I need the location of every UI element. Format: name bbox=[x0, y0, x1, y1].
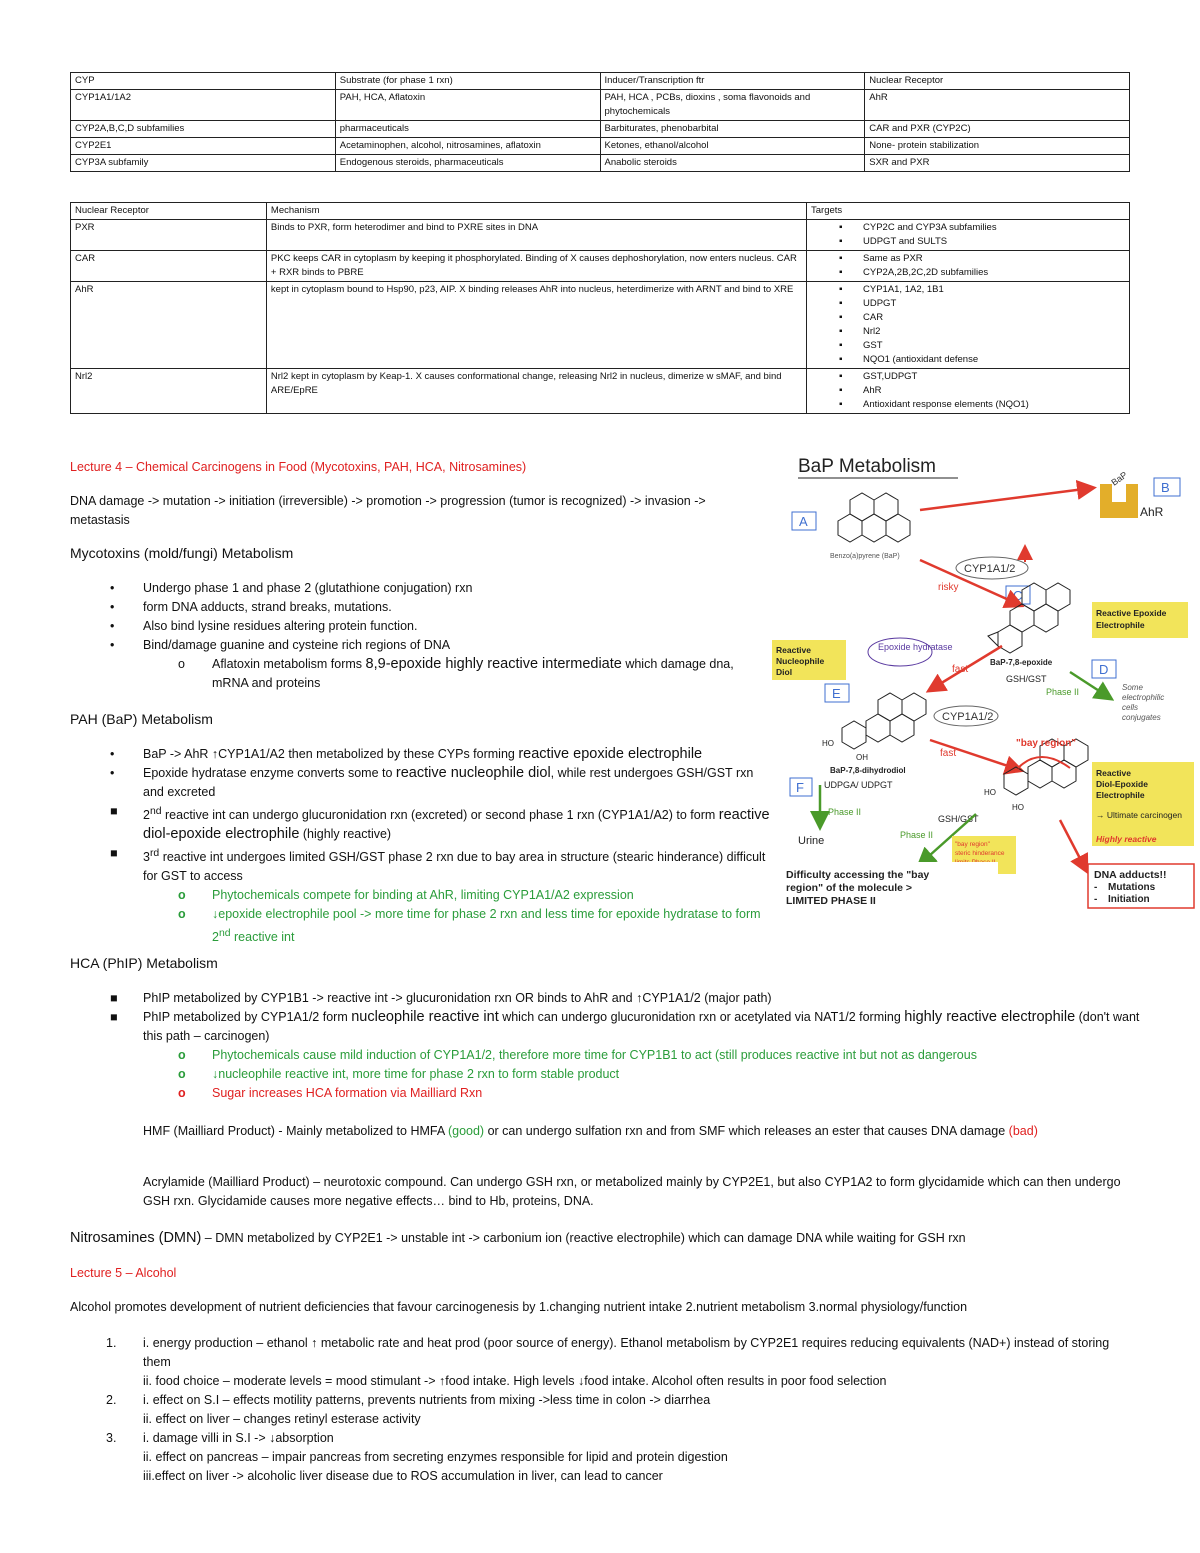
reactive-epoxide-note bbox=[1092, 602, 1188, 638]
pah-heading: PAH (BaP) Metabolism bbox=[70, 711, 213, 727]
table-row bbox=[71, 155, 1130, 172]
table-cell: CYP bbox=[71, 73, 336, 90]
svg-text:-: - bbox=[1094, 882, 1098, 893]
table-row bbox=[71, 369, 1130, 414]
receptor-cell: PXR bbox=[71, 220, 267, 251]
target-item: ▪ GST,UDPGT bbox=[811, 370, 1125, 384]
svg-text:OH: OH bbox=[856, 753, 868, 762]
arrow-bap-ahr bbox=[920, 488, 1092, 510]
list-subitem: o Sugar increases HCA formation via Mailliard Rxn bbox=[178, 1086, 483, 1100]
table-cell: CYP2A,B,C,D subfamilies bbox=[71, 121, 336, 138]
table-row bbox=[71, 138, 1130, 155]
table-cell: AhR bbox=[865, 90, 1130, 121]
svg-text:region" of the molecule >: region" of the molecule > bbox=[786, 882, 913, 894]
gsh-label-1: GSH/GST bbox=[1006, 674, 1047, 684]
gsh-label-2: GSH/GST bbox=[938, 814, 979, 824]
cyp-table bbox=[70, 72, 1130, 172]
svg-text:-: - bbox=[1094, 894, 1098, 905]
svg-text:E: E bbox=[832, 686, 841, 701]
list-subitem: o ↓nucleophile reactive int, more time for phase 2 rxn to form stable product bbox=[178, 1067, 620, 1081]
phase2-label-c: Phase II bbox=[900, 830, 934, 840]
list-subitem: o Phytochemicals cause mild induction of CYP1A1/2, therefore more time for CYP1B1 to act (still produces reactive int but not as dangerous bbox=[178, 1048, 977, 1062]
table-row bbox=[71, 251, 1130, 282]
hydratase-label: Epoxide hydratase bbox=[878, 642, 953, 652]
phase2-label-b: Phase II bbox=[828, 807, 862, 817]
table-cell: CYP3A subfamily bbox=[71, 155, 336, 172]
svg-text:Mutations: Mutations bbox=[1108, 882, 1156, 893]
nuclear-receptor-table bbox=[70, 202, 1130, 414]
diol-molecule-icon bbox=[842, 693, 926, 749]
table-cell: Substrate (for phase 1 rxn) bbox=[335, 73, 600, 90]
list-item: ■ PhIP metabolized by CYP1B1 -> reactive int -> glucuronidation rxn OR binds to AhR and ↑CYP1A1/2 (major path) bbox=[110, 991, 772, 1005]
svg-text:DNA adducts!!: DNA adducts!! bbox=[1094, 869, 1167, 881]
svg-text:Electrophile: Electrophile bbox=[1096, 790, 1145, 800]
svg-text:B: B bbox=[1161, 480, 1170, 495]
svg-text:Reactive: Reactive bbox=[1096, 768, 1131, 778]
table-cell: PAH, HCA , PCBs, dioxins , soma flavonoids and phytochemicals bbox=[600, 90, 865, 121]
svg-text:Highly reactive: Highly reactive bbox=[1096, 834, 1157, 844]
table-cell: Barbiturates, phenobarbital bbox=[600, 121, 865, 138]
table-cell: CYP2E1 bbox=[71, 138, 336, 155]
svg-text:F: F bbox=[796, 780, 804, 795]
table-cell: None- protein stabilization bbox=[865, 138, 1130, 155]
bap-molecule-icon bbox=[838, 493, 910, 542]
svg-text:Electrophile: Electrophile bbox=[1096, 620, 1145, 630]
bap-metabolism-diagram bbox=[770, 450, 1200, 910]
list-item: • Bind/damage guanine and cysteine rich regions of DNA bbox=[110, 638, 451, 652]
mechanism-cell: PKC keeps CAR in cytoplasm by keeping it phosphorylated. Binding of X causes dephoshorylation, now enters nucleus. CAR + RXR binds to PBRE bbox=[266, 251, 806, 282]
nitrosamines-paragraph: Nitrosamines (DMN) – DMN metabolized by CYP2E1 -> unstable int -> carbonium ion (reactive electrophile) which can damage DNA while waiting for GSH rxn bbox=[70, 1230, 966, 1246]
target-item: ▪ CAR bbox=[811, 311, 1125, 325]
cyp-label-2: CYP1A1/2 bbox=[942, 711, 994, 723]
table-cell: PAH, HCA, Aflatoxin bbox=[335, 90, 600, 121]
svg-text:Diol: Diol bbox=[776, 667, 793, 677]
table-header-cell: Nuclear Receptor bbox=[71, 203, 267, 220]
receptor-cell: AhR bbox=[71, 282, 267, 369]
targets-cell bbox=[807, 282, 1130, 369]
conjugate-note: Some bbox=[1122, 683, 1143, 692]
label-box-b bbox=[1154, 478, 1180, 496]
target-item: ▪ Antioxidant response elements (NQO1) bbox=[811, 398, 1125, 412]
lecture5-title: Lecture 5 – Alcohol bbox=[70, 1266, 177, 1280]
fast-label-2: fast bbox=[940, 748, 957, 759]
bap-caption: Benzo(a)pyrene (BaP) bbox=[830, 553, 900, 560]
lecture5-list bbox=[70, 1334, 1140, 1486]
target-item: ▪ UDPGT bbox=[811, 297, 1125, 311]
urine-label: Urine bbox=[798, 835, 825, 847]
svg-text:D: D bbox=[1099, 662, 1109, 677]
target-item: ▪ GST bbox=[811, 339, 1125, 353]
table-row bbox=[71, 121, 1130, 138]
list-item: • BaP -> AhR ↑CYP1A1/A2 then metabolized by these CYPs forming reactive epoxide electrophile bbox=[110, 746, 703, 762]
list-item: ■ 2nd reactive int can undergo glucuronidation rxn (excreted) or second phase 1 rxn (CYP1A1/A2) to form reactive diol-epoxide electrophile (highly reactive) bbox=[110, 804, 770, 843]
lecture4-title: Lecture 4 – Chemical Carcinogens in Food (Mycotoxins, PAH, HCA, Nitrosamines) bbox=[70, 460, 527, 474]
difficulty-note bbox=[778, 862, 998, 907]
receptor-cell: Nrl2 bbox=[71, 369, 267, 414]
table-header-row bbox=[71, 203, 1130, 220]
mycotoxins-heading: Mycotoxins (mold/fungi) Metabolism bbox=[70, 545, 294, 561]
svg-text:LIMITED PHASE II: LIMITED PHASE II bbox=[786, 895, 876, 907]
acrylamide-paragraph: Acrylamide (Mailliard Product) – neurotoxic compound. Can undergo GSH rxn, or metabolized mainly by CYP2E1, but also CYP1A2 to form glycidamide which can then undergo GSH rxn. Glycidamide causes more negative effects… bind to Hb, proteins, DNA. bbox=[143, 1175, 1121, 1208]
svg-text:"bay region": "bay region" bbox=[955, 841, 990, 848]
targets-cell bbox=[807, 251, 1130, 282]
mechanism-cell: Nrl2 kept in cytoplasm by Keap-1. X causes conformational change, releasing Nrl2 in nucleus, dimerize w sMAF, and bind ARE/EpRE bbox=[266, 369, 806, 414]
svg-text:electrophilic: electrophilic bbox=[1122, 693, 1165, 702]
lecture5-intro: Alcohol promotes development of nutrient deficiencies that favour carcinogenesis by 1.changing nutrient intake 2.nutrient metabolism 3.normal physiology/function bbox=[70, 1300, 968, 1314]
target-item: ▪ UDPGT and SULTS bbox=[811, 235, 1125, 249]
svg-text:Difficulty accessing the "bay: Difficulty accessing the "bay bbox=[786, 869, 930, 881]
table-row bbox=[71, 282, 1130, 369]
bay-region-label: "bay region" bbox=[1016, 738, 1077, 749]
svg-text:Nucleophile: Nucleophile bbox=[776, 656, 825, 666]
svg-text:Diol-Epoxide: Diol-Epoxide bbox=[1096, 779, 1148, 789]
targets-cell bbox=[807, 369, 1130, 414]
table-header-cell: Mechanism bbox=[266, 203, 806, 220]
table-cell: Anabolic steroids bbox=[600, 155, 865, 172]
target-item: ▪ CYP2A,2B,2C,2D subfamilies bbox=[811, 266, 1125, 280]
svg-text:HO: HO bbox=[1012, 803, 1024, 812]
table-cell: Inducer/Transcription ftr bbox=[600, 73, 865, 90]
target-item: ▪ CYP1A1, 1A2, 1B1 bbox=[811, 283, 1125, 297]
label-box-d bbox=[1092, 660, 1116, 678]
phase2-label-a: Phase II bbox=[1046, 687, 1080, 697]
diagram-title: BaP Metabolism bbox=[798, 456, 936, 477]
label-box-e bbox=[825, 684, 849, 702]
mycotoxins-list bbox=[70, 579, 770, 693]
svg-text:steric hinderance: steric hinderance bbox=[955, 850, 1005, 857]
svg-text:A: A bbox=[799, 514, 808, 529]
table-cell: CAR and PXR (CYP2C) bbox=[865, 121, 1130, 138]
target-item: ▪ Nrl2 bbox=[811, 325, 1125, 339]
svg-text:AhR: AhR bbox=[1140, 505, 1164, 519]
list-item: 3. i. damage villi in S.I -> ↓absorption ii. effect on pancreas – impair pancreas from secreting enzymes responsible for lipid and protein digestion iii.effect on liver -> alcoholic liver disease due to ROS accumulation in liver, can lead to cancer bbox=[106, 1431, 728, 1483]
svg-text:Reactive Epoxide: Reactive Epoxide bbox=[1096, 608, 1167, 618]
svg-text:Initiation: Initiation bbox=[1108, 894, 1150, 905]
table-cell: Nuclear Receptor bbox=[865, 73, 1130, 90]
svg-text:HO: HO bbox=[822, 739, 834, 748]
list-item: • form DNA adducts, strand breaks, mutations. bbox=[110, 600, 392, 614]
table-cell: pharmaceuticals bbox=[335, 121, 600, 138]
table-cell: Ketones, ethanol/alcohol bbox=[600, 138, 865, 155]
list-item: 1. i. energy production – ethanol ↑ metabolic rate and heat prod (poor source of energy). Ethanol metabolism by CYP2E1 requires reducing equivalents (NAD+) instead of storing them ii. food choice – moderate levels = mood stimulant -> ↑food intake. High levels ↓food intake. Alcohol often results in poor food selection bbox=[106, 1336, 1110, 1388]
svg-text:BaP: BaP bbox=[1109, 469, 1130, 488]
list-subitem: o ↓epoxide electrophile pool -> more time for phase 2 rxn and less time for epoxide hydratase to form 2nd reactive int bbox=[178, 907, 761, 945]
svg-text:cells: cells bbox=[1122, 703, 1139, 712]
cyp-label-1: CYP1A1/2 bbox=[964, 563, 1016, 575]
table-header-row bbox=[71, 73, 1130, 90]
udpga-label: UDPGA/ UDPGT bbox=[824, 780, 893, 790]
label-box-a bbox=[792, 512, 816, 530]
fast-label-1: fast bbox=[952, 664, 969, 675]
list-item: 2. i. effect on S.I – effects motility patterns, prevents nutrients from mixing ->less time in colon -> diarrhea ii. effect on liver – changes retinyl esterase activity bbox=[106, 1393, 711, 1426]
diol-epoxide-note bbox=[1092, 762, 1194, 846]
target-item: ▪ CYP2C and CYP3A subfamilies bbox=[811, 221, 1125, 235]
bap-diagram-svg bbox=[770, 450, 1200, 910]
risky-label: risky bbox=[938, 582, 959, 593]
svg-text:Reactive: Reactive bbox=[776, 645, 811, 655]
list-item: • Also bind lysine residues altering protein function. bbox=[110, 619, 418, 633]
hca-heading: HCA (PhIP) Metabolism bbox=[70, 955, 218, 971]
table-cell: Acetaminophen, alcohol, nitrosamines, aflatoxin bbox=[335, 138, 600, 155]
mechanism-cell: kept in cytoplasm bound to Hsp90, p23, AIP. X binding releases AhR into nucleus, heterdimerize with ARNT and bind to XRE bbox=[266, 282, 806, 369]
target-item: ▪ AhR bbox=[811, 384, 1125, 398]
list-item: • Undergo phase 1 and phase 2 (glutathione conjugation) rxn bbox=[110, 581, 473, 595]
hmf-paragraph: HMF (Mailliard Product) - Mainly metabolized to HMFA (good) or can undergo sulfation rxn and from SMF which releases an ester that causes DNA damage (bad) bbox=[143, 1124, 1038, 1138]
epoxide-caption: BaP-7,8-epoxide bbox=[990, 658, 1053, 667]
table-cell: Endogenous steroids, pharmaceuticals bbox=[335, 155, 600, 172]
table-row bbox=[71, 220, 1130, 251]
receptor-cell: CAR bbox=[71, 251, 267, 282]
list-subitem: o Aflatoxin metabolism forms 8,9-epoxide highly reactive intermediate which damage dna, mRNA and proteins bbox=[178, 656, 734, 690]
table-row bbox=[71, 90, 1130, 121]
label-box-f bbox=[790, 778, 812, 796]
svg-text:HO: HO bbox=[984, 788, 996, 797]
list-item: ■ 3rd reactive int undergoes limited GSH/GST phase 2 rxn due to bay area in structure (stearic hinderance) difficult for GST to access bbox=[110, 846, 766, 884]
table-cell: CYP1A1/1A2 bbox=[71, 90, 336, 121]
targets-cell bbox=[807, 220, 1130, 251]
list-item: • Epoxide hydratase enzyme converts some to reactive nucleophile diol, while rest undergoes GSH/GST rxn and excreted bbox=[110, 765, 754, 799]
list-item: ■ PhIP metabolized by CYP1A1/2 form nucleophile reactive int which can undergo glucuronidation rxn or acetylated via NAT1/2 forming highly reactive electrophile (don't want this path – carcinogen) bbox=[110, 1009, 1140, 1043]
svg-text:→ Ultimate carcinogen: → Ultimate carcinogen bbox=[1096, 810, 1182, 820]
pah-list bbox=[70, 745, 770, 947]
arrow-to-dna bbox=[1060, 820, 1086, 870]
dihydrodiol-caption: BaP-7,8-dihydrodiol bbox=[830, 766, 906, 775]
table-header-cell: Targets bbox=[807, 203, 1130, 220]
svg-text:C: C bbox=[1013, 588, 1023, 603]
hca-list bbox=[70, 989, 1140, 1103]
dna-adducts-note bbox=[1088, 864, 1194, 908]
svg-text:conjugates: conjugates bbox=[1122, 713, 1161, 722]
table-cell: SXR and PXR bbox=[865, 155, 1130, 172]
mechanism-cell: Binds to PXR, form heterodimer and bind to PXRE sites in DNA bbox=[266, 220, 806, 251]
lecture4-intro: DNA damage -> mutation -> initiation (irreversible) -> promotion -> progression (tumor is recognized) -> invasion -> metastasis bbox=[70, 494, 706, 527]
nucleophile-diol-note bbox=[772, 640, 846, 680]
target-item: ▪ Same as PXR bbox=[811, 252, 1125, 266]
list-subitem: o Phytochemicals compete for binding at AhR, limiting CYP1A1/A2 expression bbox=[178, 888, 634, 903]
target-item: ▪ NQO1 (antioxidant defense bbox=[811, 353, 1125, 367]
